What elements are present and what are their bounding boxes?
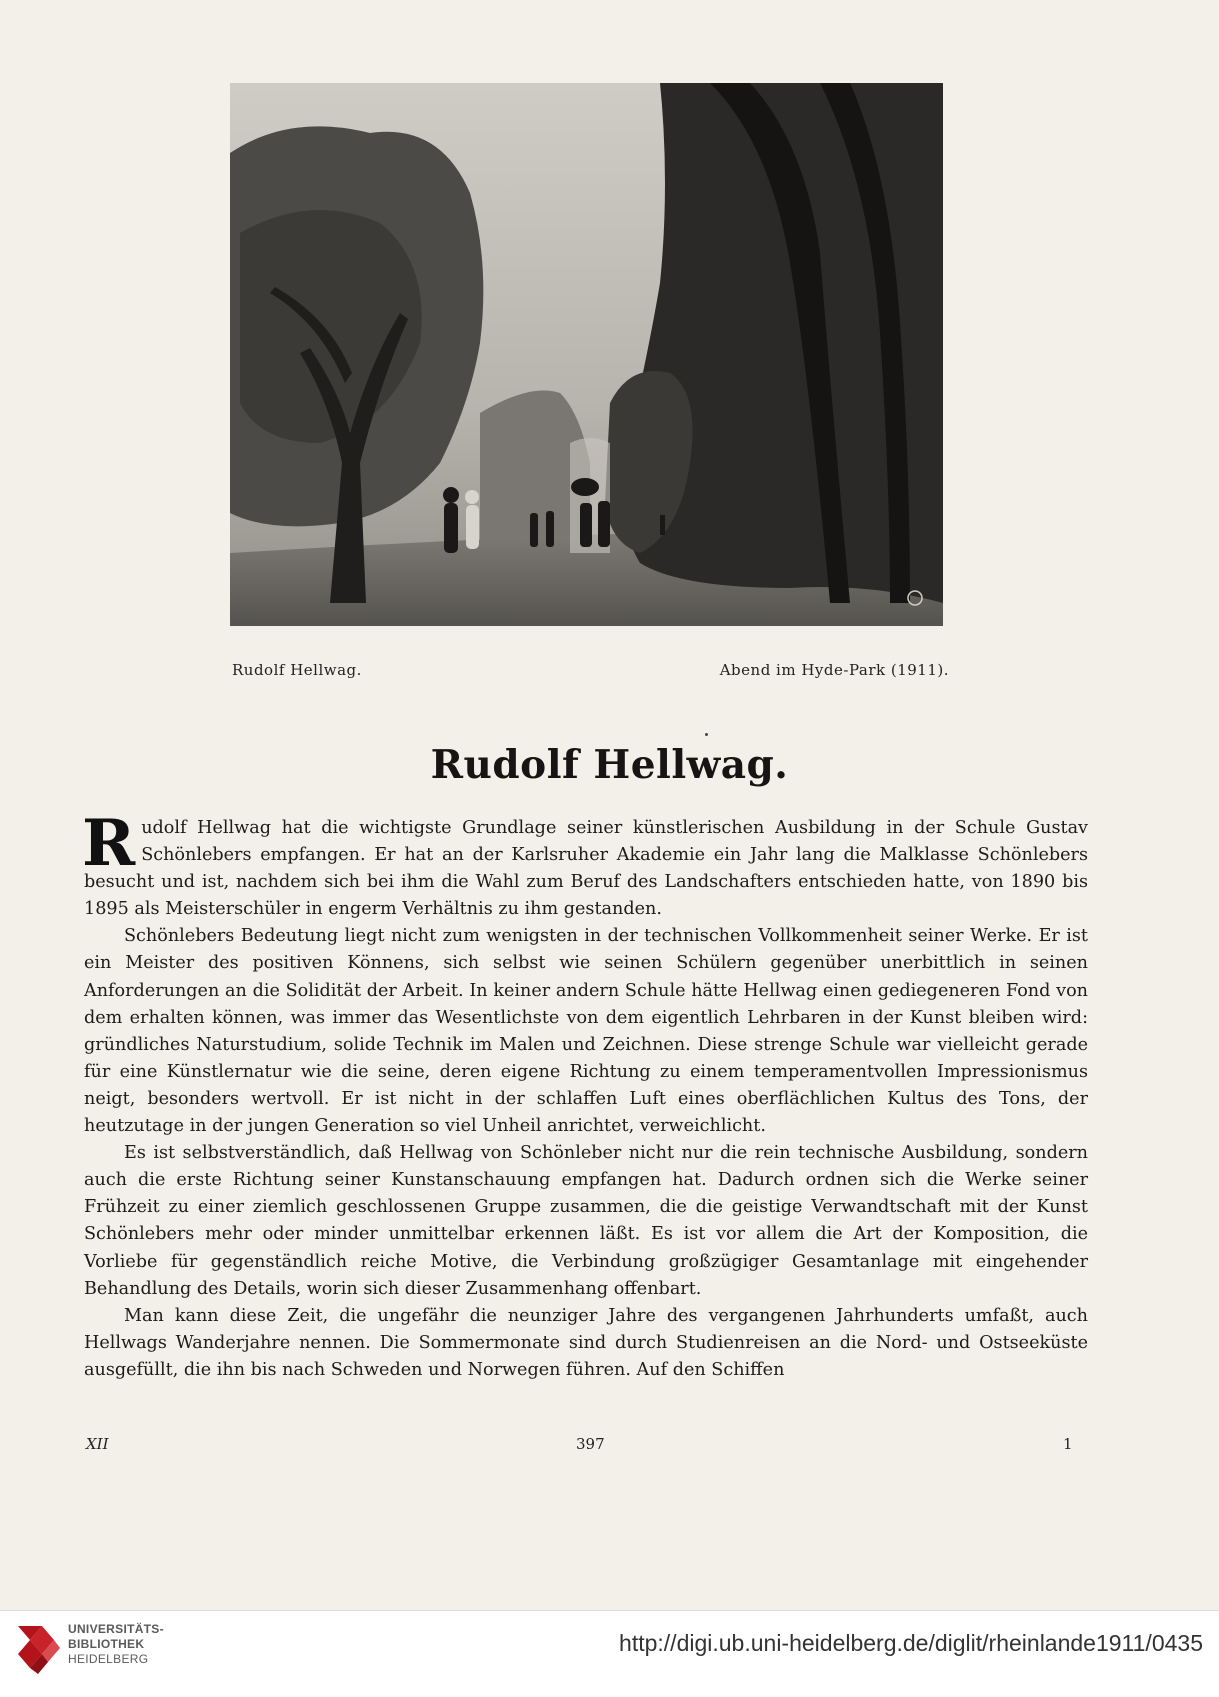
footer-page-number: 397: [576, 1435, 605, 1453]
landscape-illustration: [230, 83, 943, 626]
university-library-logo-icon: [12, 1618, 64, 1678]
article-body: [82, 806, 1088, 1384]
paragraph-3: Es ist selbstverständlich, daß Hellwag von Schönleber nicht nur die rein technische Ausbildung, sondern auch die erste Richtung seiner Kunstanschauung empfangen hat. Dadurch ordnen sich die Werke seiner Frühzeit zu einer ziemlich geschlossenen Gruppe zusammen, die die geistige Verwandtschaft mit der Kunst Schönlebers mehr oder minder unmittelbar erkennen läßt. Es ist vor allem die Art der Komposition, die Vorliebe für gegenständlich reiche Motive, die Verbindung großzügiger Gesamtanlage mit eingehender Behandlung des Details, worin sich dieser Zusammenhang offenbart.: [84, 1143, 1088, 1299]
paragraph-2: Schönlebers Bedeutung liegt nicht zum wenigsten in der technischen Vollkommenheit seiner Werke. Er ist ein Meister des positiven Könnens, sich selbst wie seinen Schülern gegenüber unerbittlich in seinen Anforderungen an die Solidität der Arbeit. In keiner andern Schule hätte Hellwag einen gediegeneren Fond von dem erhalten können, was immer das Wesentlichste von dem eigentlich Lehrbaren in der Kunst bleiben wird: gründliches Naturstudium, solide Technik im Malen und Zeichnen. Diese strenge Schule war vielleicht gerade für eine Künstlernatur wie die seine, deren eigene Richtung zu einem temperamentvollen Impressionismus neigt, besonders wertvoll. Er ist nicht in der schlaffen Luft eines oberflächlichen Kultus des Tons, der heutzutage in der jungen Generation so viel Unheil anrichtet, verweichlicht.: [84, 926, 1088, 1137]
footer-volume: XII: [86, 1435, 109, 1453]
image-caption-artist: Rudolf Hellwag.: [232, 661, 362, 679]
painting-image: [230, 83, 943, 626]
drop-cap: R: [82, 806, 136, 881]
image-caption-title: Abend im Hyde-Park (1911).: [719, 661, 949, 679]
article-title: Rudolf Hellwag.: [430, 742, 789, 788]
paragraph-4: Man kann diese Zeit, die ungefähr die neunziger Jahre des vergangenen Jahrhunderts umfaßt, auch Hellwags Wanderjahre nennen. Die Sommermonate sind durch Studienreisen an die Nord- und Ostseeküste ausgefüllt, die ihn bis nach Schweden und Norwegen führen. Auf den Schiffen: [84, 1305, 1088, 1380]
stray-dot: [705, 733, 708, 736]
library-name: UNIVERSITÄTS- BIBLIOTHEK HEIDELBERG: [68, 1622, 164, 1666]
permalink-url[interactable]: http://digi.ub.uni-heidelberg.de/diglit/rheinlande1911/0435: [619, 1630, 1203, 1656]
footer-signature: 1: [1063, 1435, 1073, 1453]
paragraph-1: Rudolf Hellwag hat die wichtigste Grundlage seiner künstlerischen Ausbildung in der Schule Gustav Schönlebers empfangen. Er hat an der Karlsruher Akademie ein Jahr lang die Malklasse Schönlebers besucht und ist, nachdem sich bei ihm die Wahl zum Beruf des Landschafters entschieden hatte, von 1890 bis 1895 als Meisterschüler in engerm Verhältnis zu ihm gestanden.: [82, 806, 1088, 920]
